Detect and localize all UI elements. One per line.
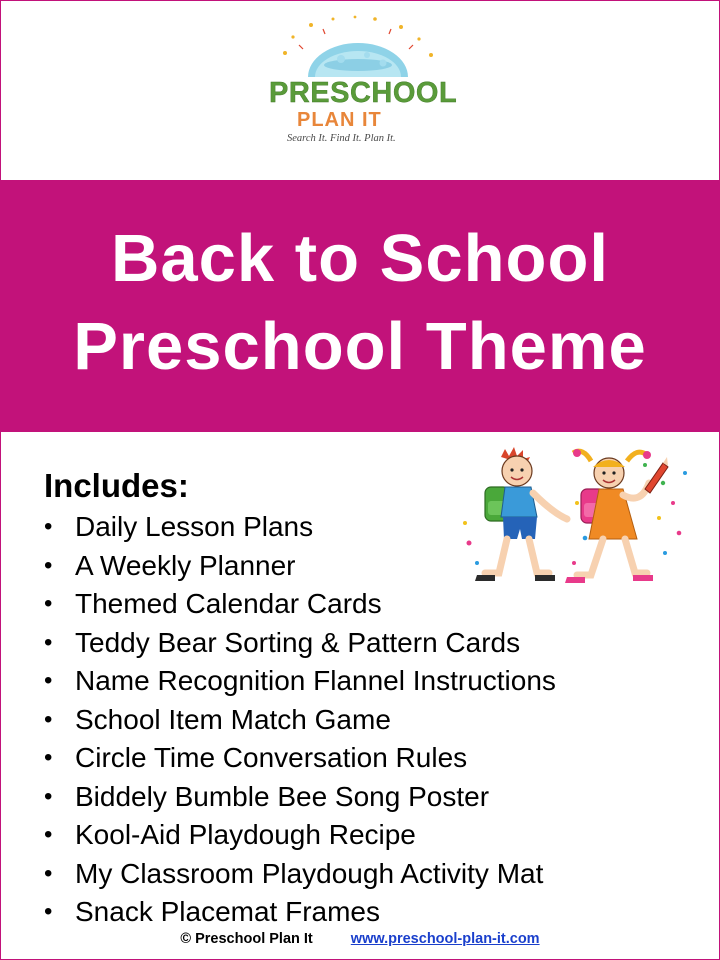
list-item-label: Kool-Aid Playdough Recipe — [75, 819, 416, 850]
list-item-label: My Classroom Playdough Activity Mat — [75, 857, 544, 889]
bullet-icon: • — [44, 628, 53, 656]
list-item — [44, 624, 556, 663]
kids-with-backpacks-icon — [459, 443, 694, 598]
bullet-icon: • — [44, 590, 53, 617]
list-item-label: Daily Lesson Plans — [75, 511, 314, 542]
bullet-icon: • — [44, 898, 53, 925]
globe-logo-icon — [263, 15, 453, 85]
copyright-text: © Preschool Plan It — [180, 931, 313, 947]
bullet-icon: • — [44, 859, 53, 887]
list-item — [44, 701, 556, 740]
list-item — [44, 893, 556, 932]
list-item — [44, 739, 556, 778]
website-link[interactable]: www.preschool-plan-it.com — [350, 931, 540, 947]
bullet-icon: • — [44, 744, 53, 771]
list-item-label: Themed Calendar Cards — [75, 588, 382, 619]
list-item-label: School Item Match Game — [75, 703, 391, 735]
title-banner — [1, 180, 719, 432]
list-item-label: Name Recognition Flannel Instructions — [75, 665, 556, 696]
list-item-label: Snack Placemat Frames — [75, 896, 380, 927]
logo-tagline: Search It. Find It. Plan It. — [287, 133, 396, 144]
list-item-label: Circle Time Conversation Rules — [75, 742, 468, 773]
logo-wordmark-preschool: PRESCHOOL — [269, 77, 458, 109]
logo-wordmark-plan-it: PLAN IT — [297, 109, 382, 131]
bullet-icon: • — [44, 782, 53, 810]
list-item-label: Biddely Bumble Bee Song Poster — [75, 780, 490, 812]
bullet-icon: • — [44, 667, 53, 694]
bullet-icon: • — [44, 513, 53, 540]
list-item-label: A Weekly Planner — [75, 549, 296, 581]
bullet-icon: • — [44, 551, 53, 579]
footer — [1, 931, 719, 947]
brand-logo[interactable] — [263, 15, 458, 144]
bullet-icon: • — [44, 705, 53, 733]
page-title-line-2: Preschool Theme — [73, 309, 647, 384]
includes-heading: Includes: — [44, 467, 189, 504]
list-item — [44, 855, 556, 894]
list-item — [44, 778, 556, 817]
list-item — [44, 662, 556, 701]
page-title-line-1: Back to School — [111, 221, 609, 296]
bullet-icon: • — [44, 821, 53, 848]
list-item — [44, 816, 556, 855]
list-item-label: Teddy Bear Sorting & Pattern Cards — [75, 626, 521, 658]
